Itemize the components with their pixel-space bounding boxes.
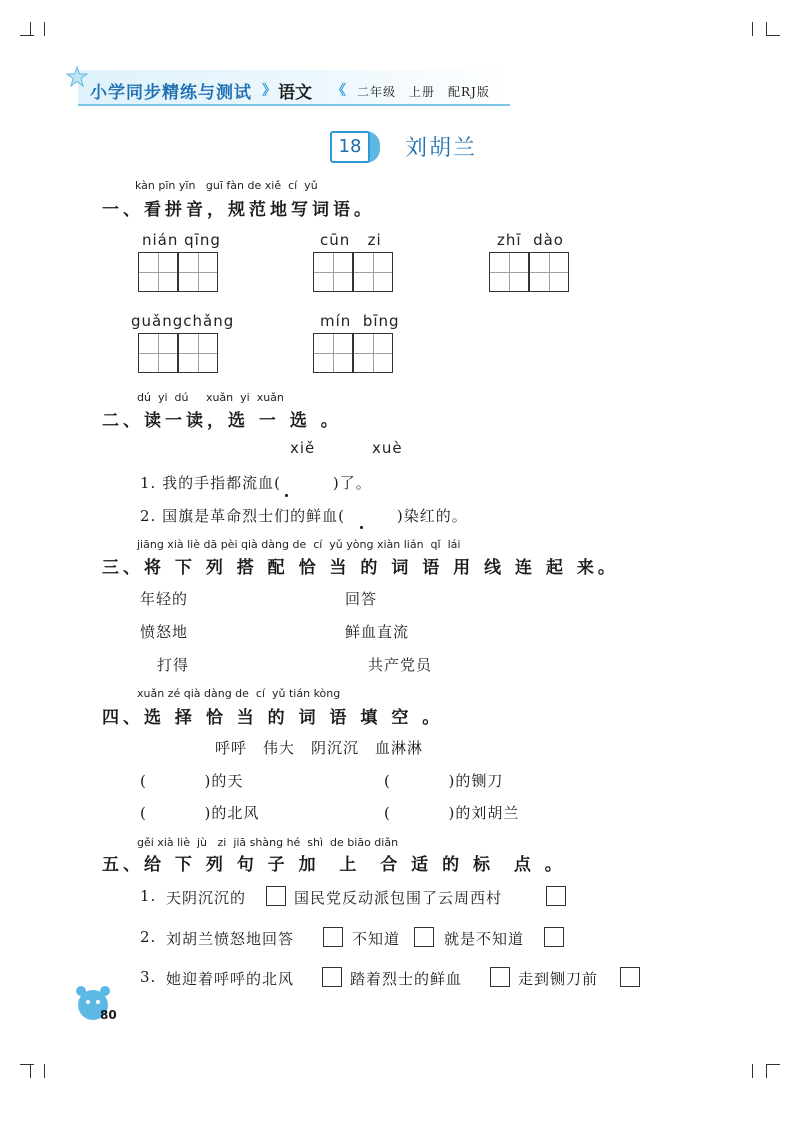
section3-heading: 三、将 下 列 搭 配 恰 当 的 词 语 用 线 连 起 来。 <box>102 558 619 578</box>
crop-mark <box>44 22 45 36</box>
page-number: 80 <box>100 1008 117 1022</box>
pinyin-label: cūn zi <box>320 231 382 249</box>
fill-blank[interactable]: ( )的北风 <box>140 804 260 822</box>
writing-box[interactable] <box>138 333 178 373</box>
punctuation-box[interactable] <box>546 886 566 906</box>
section1-pinyin: kàn pīn yīn guī fàn de xiě cí yǔ <box>135 179 318 192</box>
section2-heading: 二、读一读，选 一 选 。 <box>102 411 342 431</box>
punctuation-box[interactable] <box>490 967 510 987</box>
chevron-right-icon: 》 <box>262 83 276 99</box>
section2-pinyin: dú yi dú xuǎn yi xuǎn <box>137 391 284 404</box>
crop-mark <box>752 22 753 36</box>
pinyin-label: zhī dào <box>497 231 564 249</box>
punctuation-box[interactable] <box>544 927 564 947</box>
sentence-fragment: 她迎着呼呼的北风 <box>166 970 295 988</box>
crop-mark <box>30 22 31 36</box>
fill-blank[interactable]: ( )的铡刀 <box>384 772 504 790</box>
grade-edition-info: 二年级 上册 配RJ版 <box>357 85 490 99</box>
section5-heading: 五、给 下 列 句 子 加 上 合 适 的 标 点 。 <box>102 855 566 875</box>
match-left-item[interactable]: 打得 <box>157 656 190 674</box>
sentence-fragment: 国民党反动派包围了云周西村 <box>294 889 503 907</box>
question-number: 3. <box>140 968 157 986</box>
section5-pinyin: gěi xià liè jù zi jiā shàng hé shì de biāo diǎn <box>137 836 399 849</box>
question-number: 1. <box>140 887 157 905</box>
punctuation-box[interactable] <box>620 967 640 987</box>
match-right-item[interactable]: 鲜血直流 <box>345 623 410 641</box>
crop-mark <box>766 1064 780 1065</box>
writing-box[interactable] <box>353 333 393 373</box>
sentence-fragment: 不知道 <box>352 930 401 948</box>
pinyin-label: nián qīng <box>142 231 221 249</box>
crop-mark <box>44 1064 45 1078</box>
writing-box[interactable] <box>353 252 393 292</box>
match-left-item[interactable]: 愤怒地 <box>140 623 189 641</box>
crop-mark <box>20 1064 34 1065</box>
punctuation-box[interactable] <box>323 927 343 947</box>
crop-mark <box>766 35 780 36</box>
sentence-fragment: 走到铡刀前 <box>518 970 599 988</box>
word-bank: 呼呼 伟大 阴沉沉 血淋淋 <box>215 739 424 757</box>
writing-box[interactable] <box>313 333 353 373</box>
crop-mark <box>20 35 34 36</box>
writing-box[interactable] <box>313 252 353 292</box>
emphasis-dot <box>360 526 363 529</box>
pinyin-label: mín bīng <box>320 312 400 330</box>
punctuation-box[interactable] <box>266 886 286 906</box>
emphasis-dot <box>285 494 288 497</box>
fill-blank[interactable]: ( )的天 <box>140 772 244 790</box>
lesson-number: 18 <box>330 131 370 163</box>
series-title: 小学同步精练与测试 <box>90 83 252 103</box>
sentence-fragment: 踏着烈士的鲜血 <box>350 970 463 988</box>
crop-mark <box>752 1064 753 1078</box>
sentence: 2. 国旗是革命烈士们的鲜血( )染红的。 <box>140 507 468 525</box>
pinyin-label: guǎngchǎng <box>131 312 235 330</box>
subject-label: 语文 <box>278 83 312 103</box>
option-pinyin: xuè <box>372 439 403 457</box>
crop-mark <box>766 1064 767 1078</box>
lesson-title: 刘胡兰 <box>405 136 478 161</box>
writing-box[interactable] <box>178 252 218 292</box>
crop-mark <box>766 22 767 36</box>
match-left-item[interactable]: 年轻的 <box>140 590 189 608</box>
fill-blank[interactable]: ( )的刘胡兰 <box>384 804 520 822</box>
match-right-item[interactable]: 共产党员 <box>368 656 433 674</box>
writing-box[interactable] <box>489 252 529 292</box>
writing-box[interactable] <box>138 252 178 292</box>
sentence-fragment: 就是不知道 <box>444 930 525 948</box>
punctuation-box[interactable] <box>414 927 434 947</box>
section4-heading: 四、选 择 恰 当 的 词 语 填 空 。 <box>102 708 444 728</box>
option-pinyin: xiě <box>290 439 316 457</box>
sentence: 1. 我的手指都流血( )了。 <box>140 474 372 492</box>
star-decoration-icon <box>66 66 88 88</box>
writing-box[interactable] <box>529 252 569 292</box>
sentence-fragment: 天阴沉沉的 <box>166 889 247 907</box>
sentence-fragment: 刘胡兰愤怒地回答 <box>166 930 295 948</box>
match-right-item[interactable]: 回答 <box>345 590 378 608</box>
section1-heading: 一、看拼音，规范地写词语。 <box>102 200 375 220</box>
section4-pinyin: xuǎn zé qià dàng de cí yǔ tián kòng <box>137 687 341 700</box>
writing-box[interactable] <box>178 333 218 373</box>
question-number: 2. <box>140 928 157 946</box>
chevron-left-icon: 《 <box>332 83 346 99</box>
section3-pinyin: jiāng xià liè dā pèi qià dàng de cí yǔ yòng xiàn lián qǐ lái <box>137 538 461 551</box>
crop-mark <box>30 1064 31 1078</box>
punctuation-box[interactable] <box>322 967 342 987</box>
